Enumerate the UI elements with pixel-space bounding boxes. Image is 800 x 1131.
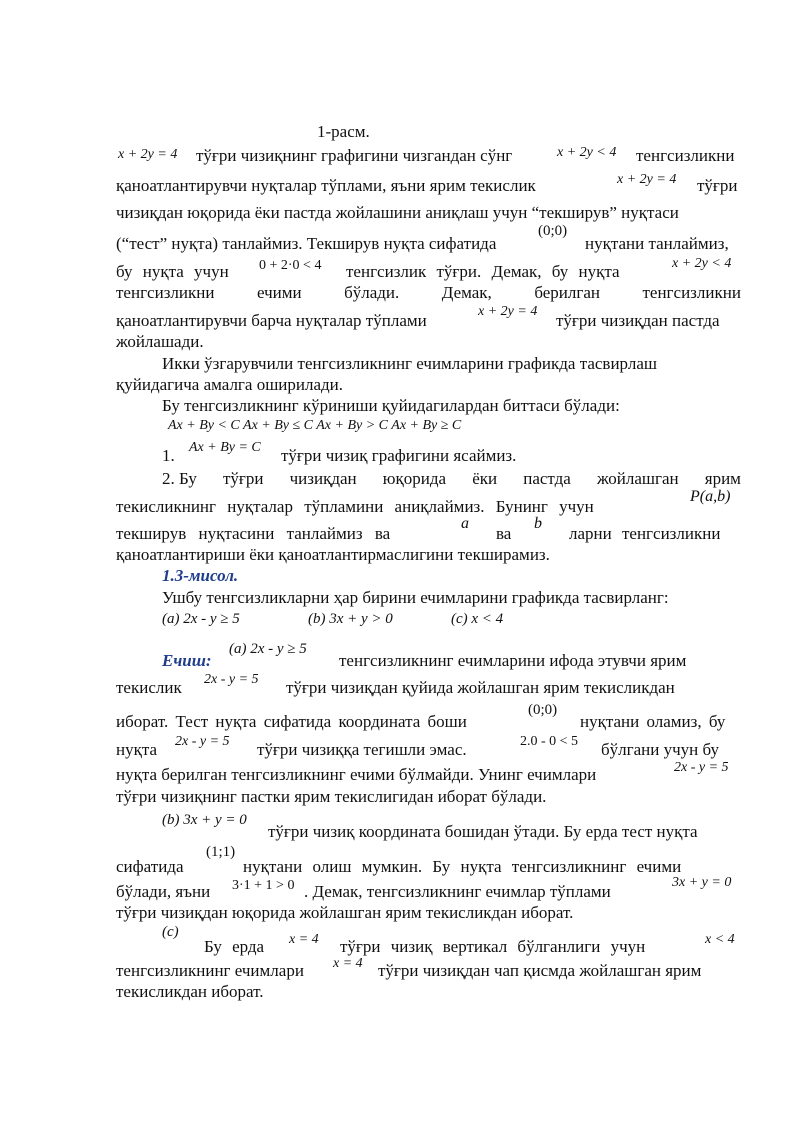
text-line: сифатида xyxy=(116,857,184,876)
math-task-a: (a) 2x - y ≥ 5 xyxy=(162,611,240,627)
text-line: чизиқдан юқорида ёки пастда жойлашини аниқлаш учун “текширув” нуқтаси xyxy=(116,203,679,222)
text-line: тенгсизликнинг ечимлари xyxy=(116,961,304,980)
text-line: нуқтани танлаймиз, xyxy=(585,234,729,253)
text-line: бу нуқта учун xyxy=(116,262,229,281)
math-task-c: (c) x < 4 xyxy=(451,611,504,627)
text-line: (“тест” нуқта) танлаймиз. Текширув нуқта сифатида xyxy=(116,234,497,253)
word: юқорида xyxy=(382,469,447,488)
text-line: нуқтани оламиз, бу xyxy=(580,712,726,731)
word: пастда xyxy=(523,469,571,488)
word: чизиқдан xyxy=(289,469,357,488)
text-line: Бу тенгсизликнинг кўриниши қуйидагилардан биттаси бўлади: xyxy=(162,396,620,415)
math-task-a: (a) 2x - y ≥ 5 xyxy=(229,641,307,657)
text-line: бўлгани учун бу xyxy=(601,740,719,759)
word: ёки xyxy=(472,469,498,488)
text-line: тўғри чизиқ вертикал бўлганлиги учун xyxy=(340,937,646,956)
text-line: иборат. Тест нуқта сифатида координата боши xyxy=(116,712,467,731)
word: бўлади. xyxy=(344,283,400,302)
example-title: 1.3-мисол. xyxy=(162,566,239,585)
text-line: тўғри чизиққа тегишли эмас. xyxy=(257,740,467,759)
word: тўғри xyxy=(222,469,264,488)
word: ечими xyxy=(256,283,302,302)
text-line: тўғри xyxy=(697,176,738,195)
math-line-eq: 2x - y = 5 xyxy=(204,672,259,687)
text-line: . Демак, тенгсизликнинг ечимлар тўплами xyxy=(304,882,611,901)
word: ярим xyxy=(704,469,741,488)
math-line-eq: x + 2y = 4 xyxy=(478,304,538,319)
math-var-b: b xyxy=(534,515,542,532)
text-line: тўғри чизиқнинг графигини чизгандан сўнг xyxy=(196,146,513,165)
math-point: P(a,b) xyxy=(690,488,731,505)
text-line: Икки ўзгарувчили тенгсизликнинг ечимларини графикда тасвирлаш xyxy=(162,354,657,373)
text-line: ларни тенгсизликни xyxy=(569,524,721,543)
text-line: қуйидагича амалга оширилади. xyxy=(116,375,344,394)
text-line: тўғри чизиқ графигини ясаймиз. xyxy=(281,446,517,465)
math-line-eq: (b) 3x + y = 0 xyxy=(162,812,247,828)
math-line-eq: 3x + y = 0 xyxy=(672,875,732,890)
math-inequality: x < 4 xyxy=(705,932,735,947)
word: 2. Бу xyxy=(162,469,197,488)
text-line: нуқтани олиш мумкин. Бу нуқта тенгсизликнинг ечими xyxy=(243,857,682,876)
text-line: нуқта xyxy=(116,740,158,759)
text-line: тўғри чизиқдан қуйида жойлашган ярим текисликдан xyxy=(286,678,675,697)
solution-label: Ечиш: xyxy=(162,651,212,670)
justified-line xyxy=(116,283,741,303)
math-check: 2.0 - 0 < 5 xyxy=(520,734,579,749)
math-line-eq: 2x - y = 5 xyxy=(175,734,230,749)
text-line: тенгсизлик тўғри. Демак, бу нуқта xyxy=(346,262,620,281)
text-line: тенгсизликнинг ечимларини ифода этувчи ярим xyxy=(339,651,687,670)
math-point: (0;0) xyxy=(538,223,568,239)
text-line: қаноатлантирувчи нуқталар тўплами, яъни ярим текислик xyxy=(116,176,536,195)
math-inequality: x + 2y < 4 xyxy=(672,256,732,271)
math-task-b: (b) 3x + y > 0 xyxy=(308,611,393,627)
math-point: (0;0) xyxy=(528,702,558,718)
math-var-a: a xyxy=(461,515,469,532)
math-line-eq: 2x - y = 5 xyxy=(674,760,729,775)
text-line: текисликдан иборат. xyxy=(116,982,264,1001)
math-label-c: (c) xyxy=(162,924,179,940)
math-line-eq: x + 2y = 4 xyxy=(118,147,178,162)
text-line: бўлади, яъни xyxy=(116,882,211,901)
math-line-eq: Ax + By = C xyxy=(189,440,261,455)
text-line: текширув нуқтасини танлаймиз ва xyxy=(116,524,391,543)
text-line: Бу ерда xyxy=(204,937,265,956)
text-line: Ушбу тенгсизликларни ҳар бирини ечимларини графикда тасвирланг: xyxy=(162,588,669,607)
math-line-eq: x = 4 xyxy=(333,956,363,971)
text-line: ва xyxy=(496,524,512,543)
word: тенгсизликни xyxy=(642,283,741,302)
math-check: 3·1 + 1 > 0 xyxy=(232,878,295,893)
math-check: 0 + 2·0 < 4 xyxy=(259,258,322,273)
word: берилган xyxy=(534,283,600,302)
math-point: (1;1) xyxy=(206,844,236,860)
justified-line xyxy=(162,469,741,489)
math-forms: Ax + By < C Ax + By ≤ C Ax + By > C Ax + By ≥ C xyxy=(168,418,462,433)
text-line: текислик xyxy=(116,678,182,697)
text-line: тенгсизликни xyxy=(636,146,735,165)
math-inequality: x + 2y < 4 xyxy=(557,145,617,160)
text-line: тўғри чизиқнинг пастки ярим текислигидан иборат бўлади. xyxy=(116,787,547,806)
text-line: қаноатлантирувчи барча нуқталар тўплами xyxy=(116,311,427,330)
step-number: 1. xyxy=(162,446,175,465)
text-line: тўғри чизиқ координата бошидан ўтади. Бу ерда тест нуқта xyxy=(268,822,698,841)
text-line: тўғри чизиқдан пастда xyxy=(556,311,720,330)
text-line: тўғри чизиқдан чап қисмда жойлашган ярим xyxy=(378,961,702,980)
text-line: текисликнинг нуқталар тўпламини аниқлаймиз. Бунинг учун xyxy=(116,497,594,516)
word: тенгсизликни xyxy=(116,283,215,302)
word: Демак, xyxy=(441,283,492,302)
figure-caption: 1-расм. xyxy=(317,122,370,141)
math-line-eq: x + 2y = 4 xyxy=(617,172,677,187)
text-line: тўғри чизиқдан юқорида жойлашган ярим текисликдан иборат. xyxy=(116,903,574,922)
word: жойлашган xyxy=(596,469,679,488)
text-line: жойлашади. xyxy=(116,332,204,351)
math-line-eq: x = 4 xyxy=(289,932,319,947)
text-line: нуқта берилган тенгсизликнинг ечими бўлмайди. Унинг ечимлари xyxy=(116,765,597,784)
text-line: қаноатлантириши ёки қаноатлантирмаслигини текширамиз. xyxy=(116,545,550,564)
